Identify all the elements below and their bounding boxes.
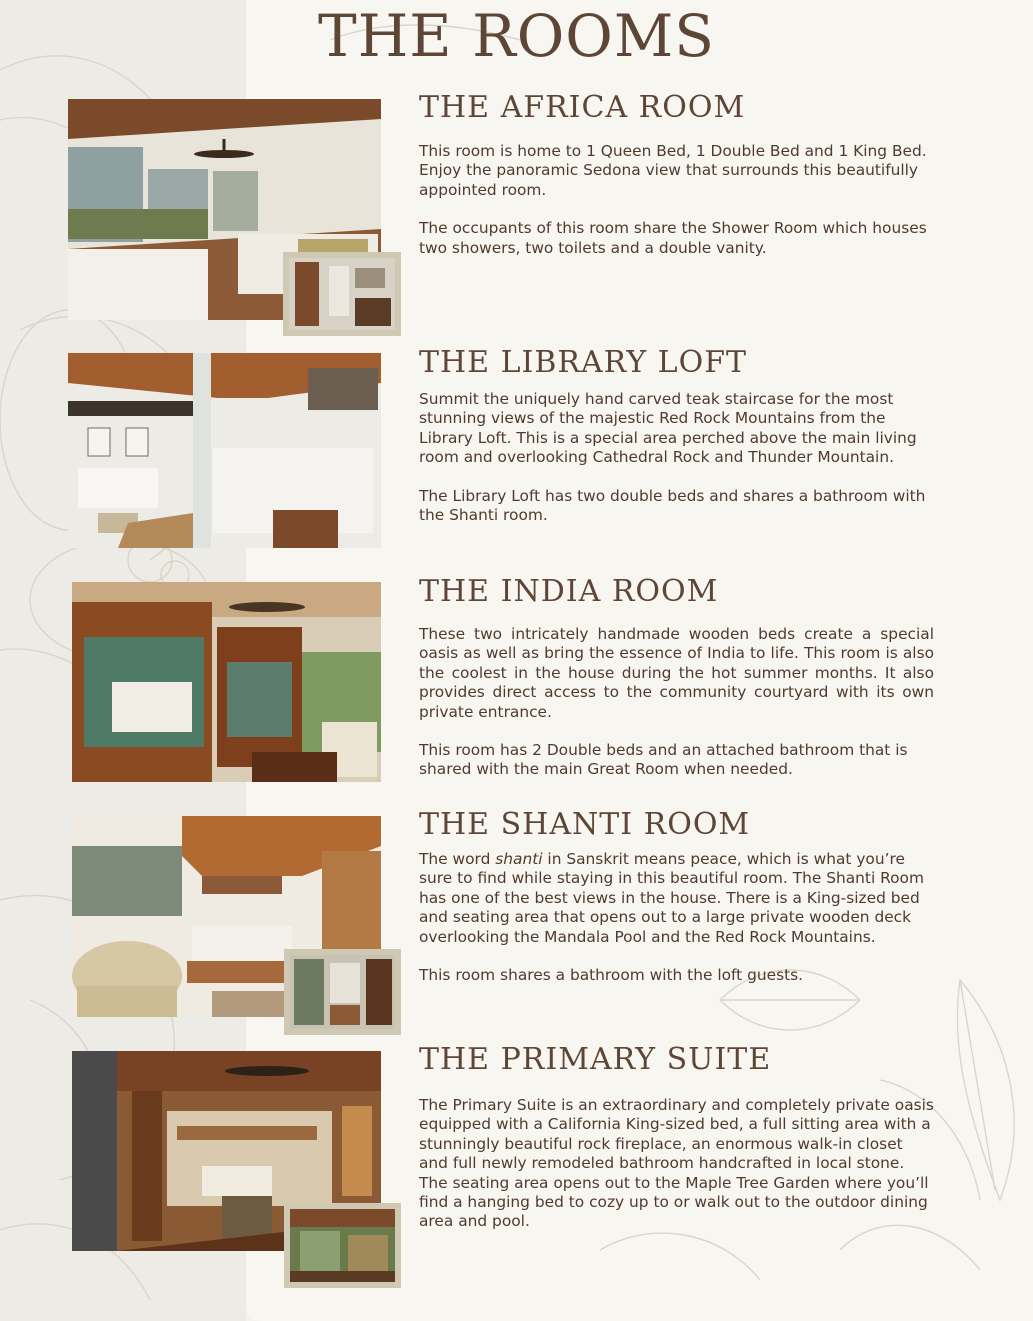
page-title: THE ROOMS — [318, 2, 715, 70]
india-room-description — [419, 625, 934, 780]
shanti-room-bathroom-inset — [284, 949, 401, 1035]
library-loft-description — [419, 390, 941, 525]
shanti-room-paragraph-1 — [419, 850, 941, 947]
africa-room-heading: THE AFRICA ROOM — [419, 90, 746, 125]
india-room-heading: THE INDIA ROOM — [419, 574, 719, 609]
shanti-room-heading: THE SHANTI ROOM — [419, 807, 751, 842]
shanti-word-italic: shanti — [495, 850, 543, 868]
library-loft-photo — [68, 353, 381, 548]
library-loft-heading: THE LIBRARY LOFT — [419, 345, 748, 380]
africa-room-description — [419, 142, 941, 258]
africa-room-bathroom-inset — [283, 252, 401, 336]
primary-suite-heading: THE PRIMARY SUITE — [419, 1042, 772, 1077]
africa-room-paragraph-1: This room is home to 1 Queen Bed, 1 Double Bed and 1 King Bed. Enjoy the panoramic Sedona view that surrounds this beautifully appointed room. — [419, 142, 927, 199]
library-loft-paragraph-1: Summit the uniquely hand carved teak staircase for the most stunning views of the majestic Red Rock Mountains from the Library Loft. This is a special area perched above the main living room and overlooking Cathedral Rock and Thunder Mountain. — [419, 390, 917, 467]
primary-suite-garden-inset — [284, 1203, 401, 1288]
shanti-room-description — [419, 850, 941, 985]
shanti-paragraph-1-rest: in Sanskrit means peace, which is what you’re sure to find while staying in this beautiful room. The Shanti Room has one of the best views in the house. There is a King-sized bed and seating area that opens out to a large private wooden deck overlooking the Mandala Pool and the Red Rock Mountains. — [419, 850, 924, 946]
africa-room-paragraph-2: The occupants of this room share the Shower Room which houses two showers, two toilets and a double vanity. — [419, 219, 927, 257]
shanti-paragraph-1-start: The word — [419, 850, 496, 868]
india-room-paragraph-2: This room has 2 Double beds and an attached bathroom that is shared with the main Great Room when needed. — [419, 741, 908, 779]
library-loft-paragraph-2: The Library Loft has two double beds and shares a bathroom with the Shanti room. — [419, 486, 926, 525]
india-room-paragraph-1: These two intricately handmade wooden beds create a special oasis as well as bring the essence of India to life. This room is also the coolest in the house during the hot summer months. It also provides direct access to the community courtyard with its own private entrance. — [419, 625, 934, 721]
shanti-room-paragraph-2: This room shares a bathroom with the loft guests. — [419, 966, 804, 985]
primary-suite-paragraph-1: The Primary Suite is an extraordinary and completely private oasis equipped with a California King-sized bed, a full sitting area with a stunningly beautiful rock fireplace, an enormous walk-in closet and full newly remodeled bathroom handcrafted in local stone. The seating area opens out to the Maple Tree Garden where you’ll find a hanging bed to cozy up to or walk out to the outdoor dining area and pool. — [419, 1096, 934, 1231]
primary-suite-description — [419, 1096, 934, 1232]
india-room-photo — [72, 582, 381, 782]
